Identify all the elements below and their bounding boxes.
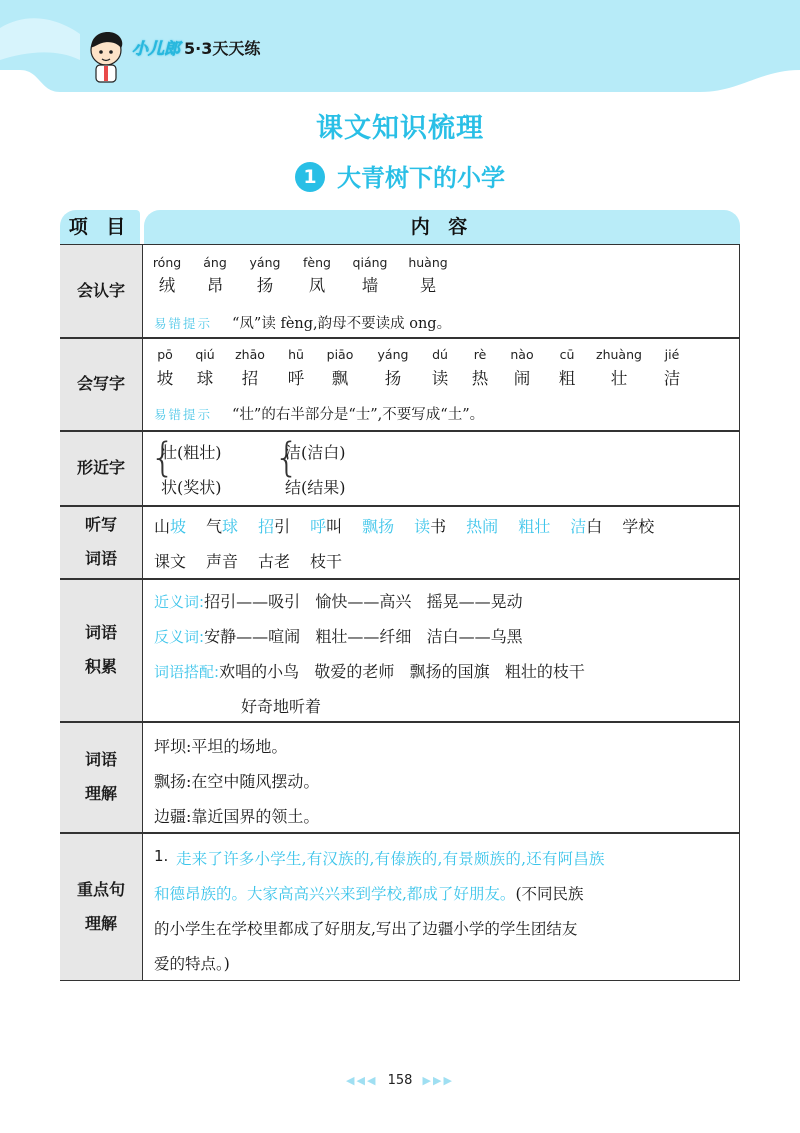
antonyms-text: 安静——喧闹 粗壮——纤细 洁白——乌黑 bbox=[204, 627, 523, 646]
synonyms-text: 招引——吸引 愉快——高兴 摇晃——晃动 bbox=[204, 592, 523, 611]
dictation-word bbox=[258, 517, 290, 536]
character: 晃 bbox=[419, 276, 437, 295]
dictation-context-chars: 引 bbox=[274, 517, 291, 536]
brand-header bbox=[132, 36, 260, 59]
tip-tag: 易错提示 bbox=[154, 407, 213, 422]
pinyin-label: piāo bbox=[326, 347, 354, 362]
row-divider bbox=[60, 430, 740, 432]
similar-pair-1b: 状(奖状) bbox=[161, 478, 222, 497]
dictation-word bbox=[466, 517, 498, 536]
character: 读 bbox=[431, 369, 449, 388]
row-label-dictation: 听写 词语 bbox=[60, 506, 142, 578]
pinyin-label: nào bbox=[510, 347, 534, 362]
pinyin-label: cū bbox=[559, 347, 575, 362]
brace-icon: { bbox=[150, 435, 176, 481]
row-label-similar: 形近字 bbox=[60, 431, 142, 505]
dictation-word bbox=[310, 517, 342, 536]
collocations-text: 欢唱的小鸟 敬爱的老师 飘扬的国旗 粗壮的枝干 bbox=[219, 662, 585, 681]
key-sentence-note-a: (不同民族 bbox=[515, 885, 584, 903]
page-title: 课文知识梳理 bbox=[316, 113, 484, 144]
brand-logo: 小儿郎 bbox=[132, 39, 181, 58]
dictation-word: 课文 bbox=[154, 552, 187, 571]
dictation-word bbox=[154, 517, 186, 536]
character: 粗 bbox=[558, 369, 576, 388]
page-number: 158 bbox=[387, 1073, 413, 1088]
row-label-key-sentence: 重点句 理解 bbox=[60, 833, 142, 980]
pinyin-label: áng bbox=[203, 255, 227, 270]
dictation-word bbox=[362, 517, 394, 536]
similar-pair-2a: 洁(洁白) bbox=[285, 443, 346, 462]
lesson-name: 大青树下的小学 bbox=[337, 164, 505, 192]
character: 招 bbox=[241, 369, 259, 388]
character: 壮 bbox=[610, 369, 628, 388]
antonyms-tag: 反义词: bbox=[154, 628, 205, 646]
page-footer bbox=[0, 1073, 800, 1088]
dictation-context-chars: 学校 bbox=[622, 517, 655, 536]
pinyin-label: pō bbox=[157, 347, 173, 362]
arrows-right-icon: ▶▶▶ bbox=[422, 1074, 454, 1087]
pinyin-label: fèng bbox=[303, 255, 331, 270]
collocations-tag: 词语搭配: bbox=[154, 663, 220, 681]
tip-tag: 易错提示 bbox=[154, 316, 213, 331]
character: 绒 bbox=[158, 276, 176, 295]
row-divider bbox=[60, 505, 740, 507]
write-tip bbox=[154, 403, 484, 424]
dictation-context-chars: 山 bbox=[154, 517, 171, 536]
row-divider bbox=[60, 721, 740, 723]
synonyms-line bbox=[154, 589, 523, 612]
character: 扬 bbox=[256, 276, 274, 295]
pinyin-label: yáng bbox=[249, 255, 281, 270]
brace-icon: { bbox=[274, 435, 300, 481]
dictation-word bbox=[206, 517, 238, 536]
key-sentence-quote-1: 走来了许多小学生,有汉族的,有傣族的,有景颇族的,还有阿昌族 bbox=[176, 850, 605, 868]
dictation-word bbox=[622, 517, 654, 536]
dictation-word bbox=[570, 517, 602, 536]
collocations-line-2: 好奇地听着 bbox=[241, 697, 322, 716]
character: 坡 bbox=[156, 369, 174, 388]
character: 飘 bbox=[331, 369, 349, 388]
dictation-word: 古老 bbox=[258, 552, 291, 571]
character: 呼 bbox=[287, 369, 305, 388]
character: 闹 bbox=[513, 369, 531, 388]
dictation-line-1 bbox=[154, 514, 674, 537]
dictation-line-2 bbox=[154, 549, 362, 572]
row-divider bbox=[60, 337, 740, 339]
similar-pair-1a: 壮(粗壮) bbox=[161, 443, 222, 462]
collocations-line bbox=[154, 659, 585, 682]
pinyin-label: dú bbox=[432, 347, 448, 362]
pinyin-label: qiú bbox=[195, 347, 215, 362]
lesson-number-badge: 1 bbox=[295, 162, 325, 192]
key-sentence-note-c: 爱的特点。) bbox=[154, 955, 230, 973]
row-label-write: 会写字 bbox=[60, 338, 142, 430]
row-divider bbox=[60, 832, 740, 834]
dictation-context-chars: 书 bbox=[430, 517, 447, 536]
character: 洁 bbox=[663, 369, 681, 388]
character: 扬 bbox=[384, 369, 402, 388]
definition-line: 边疆:靠近国界的领土。 bbox=[154, 807, 320, 826]
dictation-target-chars: 球 bbox=[222, 517, 239, 536]
dictation-target-chars: 洁 bbox=[570, 517, 587, 536]
tip-text: “凤”读 fèng,韵母不要读成 ong。 bbox=[232, 316, 452, 332]
dictation-word bbox=[518, 517, 550, 536]
pinyin-label: zhuàng bbox=[596, 347, 642, 362]
dictation-target-chars: 飘扬 bbox=[362, 517, 395, 536]
character: 昂 bbox=[206, 276, 224, 295]
synonyms-tag: 近义词: bbox=[154, 593, 205, 611]
column-header-item: 项 目 bbox=[60, 210, 140, 244]
pinyin-label: jié bbox=[664, 347, 680, 362]
key-sentence-line-2 bbox=[154, 882, 584, 904]
row-divider bbox=[60, 578, 740, 580]
character: 球 bbox=[196, 369, 214, 388]
dictation-word bbox=[414, 517, 446, 536]
dictation-target-chars: 坡 bbox=[170, 517, 187, 536]
dictation-target-chars: 招 bbox=[258, 517, 275, 536]
dictation-target-chars: 热闹 bbox=[466, 517, 499, 536]
key-sentence-number: 1. bbox=[154, 847, 169, 865]
row-label-accumulate: 词语 积累 bbox=[60, 579, 142, 721]
pinyin-label: huàng bbox=[408, 255, 448, 270]
similar-pair-2b: 结(结果) bbox=[285, 478, 346, 497]
key-sentence-quote-2: 和德昂族的。大家高高兴兴来到学校,都成了好朋友。 bbox=[154, 885, 516, 903]
arrows-left-icon: ◀◀◀ bbox=[346, 1074, 378, 1087]
row-label-recognize: 会认字 bbox=[60, 245, 142, 337]
pinyin-label: róng bbox=[152, 255, 182, 270]
definition-line: 飘扬:在空中随风摆动。 bbox=[154, 772, 320, 791]
pinyin-label: qiáng bbox=[352, 255, 388, 270]
pinyin-label: zhāo bbox=[235, 347, 265, 362]
row-label-understand: 词语 理解 bbox=[60, 722, 142, 832]
pinyin-label: hū bbox=[288, 347, 304, 362]
lesson-title bbox=[0, 158, 800, 193]
recognize-tip bbox=[154, 312, 451, 333]
dictation-word: 枝干 bbox=[310, 552, 343, 571]
key-sentence-note-b: 的小学生在学校里都成了好朋友,写出了边疆小学的学生团结友 bbox=[154, 920, 578, 938]
dictation-context-chars: 白 bbox=[586, 517, 603, 536]
column-header-content: 内 容 bbox=[144, 210, 740, 244]
definition-line: 坪坝:平坦的场地。 bbox=[154, 737, 288, 756]
pinyin-label: rè bbox=[473, 347, 487, 362]
dictation-context-chars: 气 bbox=[206, 517, 223, 536]
dictation-word: 声音 bbox=[206, 552, 239, 571]
dictation-context-chars: 叫 bbox=[326, 517, 343, 536]
dictation-target-chars: 呼 bbox=[310, 517, 327, 536]
antonyms-line bbox=[154, 624, 523, 647]
pinyin-label: yáng bbox=[377, 347, 409, 362]
character: 墙 bbox=[361, 276, 379, 295]
dictation-target-chars: 粗壮 bbox=[518, 517, 551, 536]
character: 热 bbox=[471, 369, 489, 388]
tip-text: “壮”的右半部分是“士”,不要写成“土”。 bbox=[232, 407, 485, 423]
mascot-icon bbox=[84, 30, 130, 84]
series-name: 5·3天天练 bbox=[184, 39, 261, 58]
character: 凤 bbox=[308, 276, 326, 295]
dictation-target-chars: 读 bbox=[414, 517, 431, 536]
